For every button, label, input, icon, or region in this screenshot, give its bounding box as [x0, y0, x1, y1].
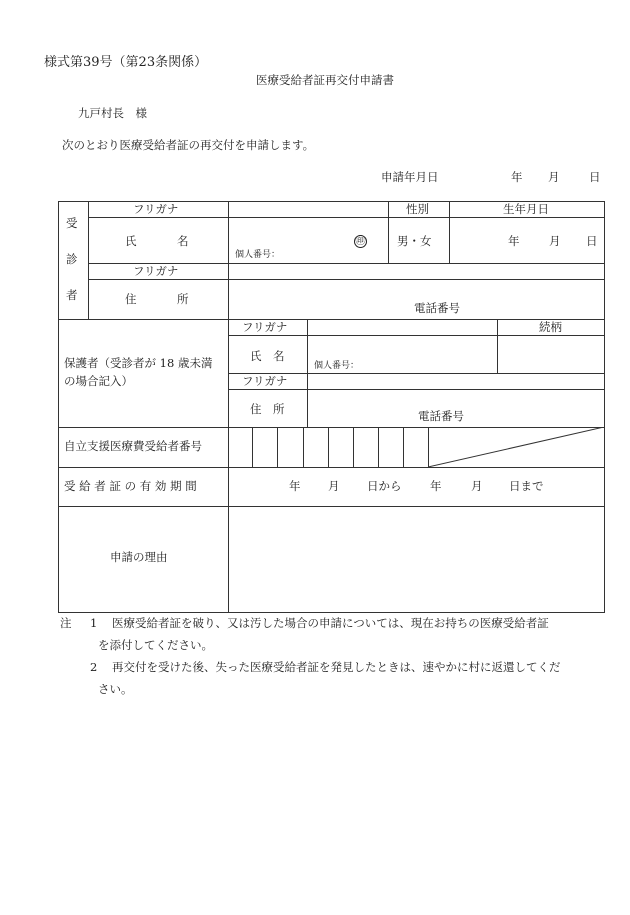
note-1-number: 1 [90, 616, 98, 630]
application-date-month: 月 [548, 170, 560, 184]
intro-text: 次のとおり医療受給者証の再交付を申請します。 [62, 138, 315, 152]
application-date-day: 日 [589, 170, 601, 184]
application-date-label: 申請年月日 [381, 170, 439, 184]
note-2-number: 2 [90, 660, 98, 674]
birthdate-header: 生年月日 [503, 202, 549, 216]
patient-group-divider [88, 201, 89, 319]
guardian-phone-label: 電話番号 [418, 409, 464, 423]
application-date-year: 年 [511, 170, 523, 184]
patient-group-label-3: 者 [66, 288, 78, 302]
gender-col-right [449, 201, 450, 263]
gender-header: 性別 [406, 202, 429, 216]
guardian-furigana2-row-line [228, 389, 604, 390]
validity-row-bottom [58, 506, 604, 507]
validity-to-month: 月 [471, 479, 483, 493]
patient-furigana-label-2: フリガナ [133, 264, 179, 278]
number-box-3 [303, 427, 304, 467]
gender-options: 男・女 [397, 234, 432, 248]
patient-phone-label: 電話番号 [414, 301, 460, 315]
patient-section-bottom [58, 319, 604, 320]
patient-name-label-2: 名 [177, 234, 189, 248]
guardian-label-line2: の場合記入） [64, 374, 133, 388]
validity-from-suffix: 日から [367, 479, 402, 493]
gender-col-left [388, 201, 389, 263]
guardian-furigana-label: フリガナ [242, 320, 288, 334]
guardian-label-line1: 保護者（受診者が 18 歳未満 [64, 356, 213, 370]
form-number: 様式第39号（第23条関係） [44, 55, 208, 70]
table-border-right [604, 201, 605, 613]
guardian-name-label: 氏 名 [250, 349, 285, 363]
patient-name-label-1: 氏 [125, 234, 137, 248]
number-box-2 [277, 427, 278, 467]
table-border-bottom [58, 612, 604, 613]
guardian-address-label: 住 所 [250, 402, 285, 416]
note-1-line2: を添付してください。 [98, 638, 213, 652]
guardian-furigana-label-2: フリガナ [242, 374, 288, 388]
support-number-label: 自立支援医療費受給者番号 [64, 439, 202, 453]
reason-label: 申請の理由 [110, 550, 168, 564]
patient-group-label-2: 診 [66, 252, 78, 266]
table-border-left [58, 201, 59, 613]
validity-label: 受 給 者 証 の 有 効 期 間 [64, 479, 197, 493]
note-2-line1: 再交付を受けた後、失った医療受給者証を発見したときは、速やかに村に返還してくだ [112, 660, 561, 674]
patient-furigana-row-line [88, 217, 604, 218]
relationship-col-divider [497, 319, 498, 373]
addressee: 九戸村長 様 [78, 106, 147, 120]
form-title: 医療受給者証再交付申請書 [256, 73, 394, 87]
birth-day-label: 日 [586, 234, 598, 248]
diagonal-strike [428, 427, 604, 467]
number-box-7 [403, 427, 404, 467]
patient-group-label-1: 受 [66, 216, 78, 230]
validity-to-year: 年 [430, 479, 442, 493]
note-1-line1: 医療受給者証を破り、又は汚した場合の申請については、現在お持ちの医療受給者証 [112, 616, 549, 630]
number-box-6 [378, 427, 379, 467]
reason-col-divider [228, 506, 229, 612]
patient-address-label-2: 所 [177, 292, 189, 306]
patient-furigana2-row-line [88, 279, 604, 280]
note-2-line2: さい。 [98, 682, 133, 696]
patient-individual-number-label: 個人番号： [235, 250, 281, 260]
validity-from-year: 年 [289, 479, 301, 493]
guardian-individual-number-label: 個人番号： [314, 361, 360, 371]
validity-to-suffix: 日まで [509, 479, 544, 493]
seal-mark: ㊞ [355, 236, 366, 247]
number-box-5 [353, 427, 354, 467]
guardian-furigana-row-line [228, 335, 604, 336]
notes-prefix: 注 [60, 616, 72, 630]
birth-year-label: 年 [508, 234, 520, 248]
patient-address-label-1: 住 [125, 292, 137, 306]
number-box-4 [328, 427, 329, 467]
guardian-relationship-label: 続柄 [539, 320, 562, 334]
label-column-divider [228, 201, 229, 506]
validity-from-month: 月 [328, 479, 340, 493]
birth-month-label: 月 [549, 234, 561, 248]
support-number-row-bottom [58, 467, 604, 468]
number-box-1 [252, 427, 253, 467]
patient-furigana-label: フリガナ [133, 202, 179, 216]
